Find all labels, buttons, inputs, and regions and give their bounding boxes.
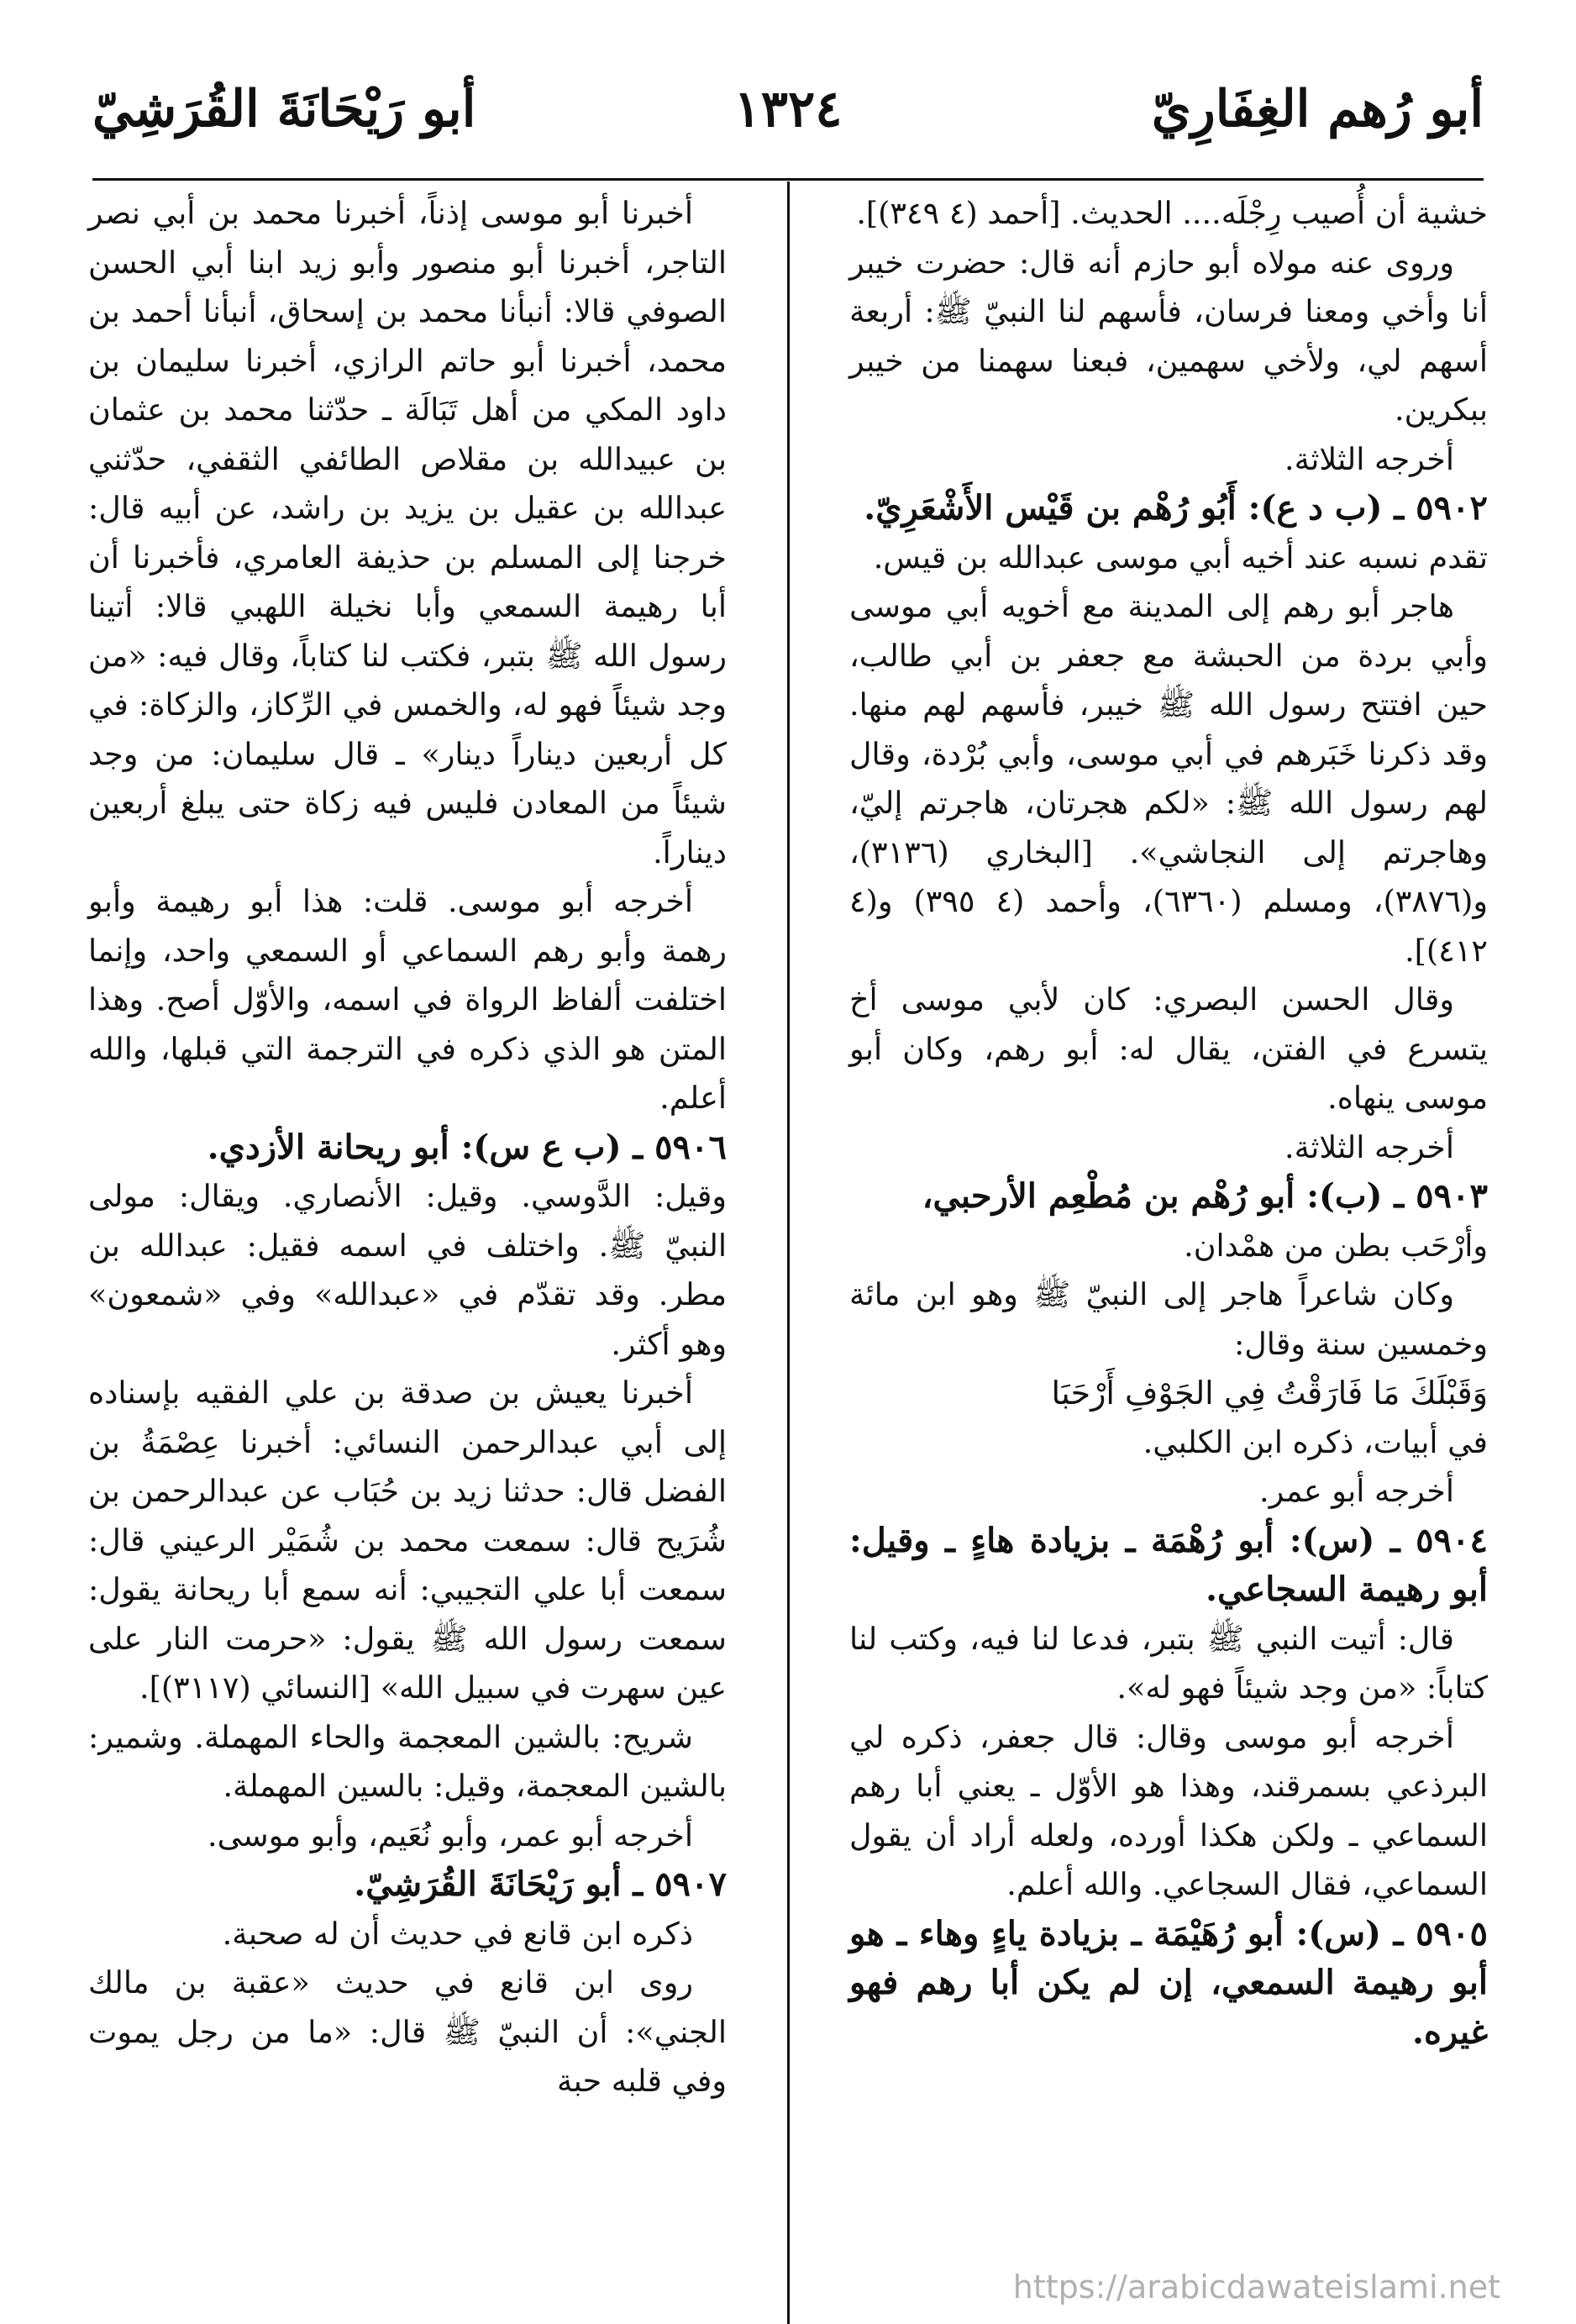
paragraph: أخرجه أبو عمر.	[1259, 1473, 1454, 1509]
paragraph: تقدم نسبه عند أخيه أبي موسى عبدالله بن قيس.	[873, 539, 1488, 576]
header-left-title: أبو رَيْحَانَةَ القُرَشِيّ	[92, 80, 476, 139]
paragraph: وقال الحسن البصري: كان لأبي موسى أخ يتسرع في الفتن، يقال له: أبو رهم، وكان أبو موسى ينهاه.	[849, 981, 1488, 1116]
paragraph: ذكره ابن قانع في حديث أن له صحبة.	[222, 1915, 693, 1952]
paragraph: وروى عنه مولاه أبو حازم أنه قال: حضرت خيبر أنا وأخي ومعنا فرسان، فأسهم لنا النبيّ ﷺ: أربعة أسهم لي، ولأخي سهمين، فبعنا سهمنا من خيبر ببكرين.	[849, 244, 1488, 428]
page-number: ١٣٢٤	[733, 80, 843, 139]
entry-heading: ٥٩٠٢ ـ (ب د ع): أَبُو رُهْم بن قَيْس الأَشْعَرِيّ.	[864, 488, 1488, 528]
paragraph: قال: أتيت النبي ﷺ بتبر، فدعا لنا فيه، وكتب لنا كتاباً: «من وجد شيئاً فهو له».	[849, 1620, 1488, 1706]
paragraph: أخرجه الثلاثة.	[1284, 440, 1454, 477]
paragraph: وأرْحَب بطن من همْدان.	[1184, 1227, 1488, 1264]
paragraph: خشية أن أُصيب رِجْلَه.... الحديث. [أحمد (٤ ٣٤٩)].	[856, 195, 1488, 231]
paragraph: أخبرنا يعيش بن صدقة بن علي الفقيه بإسناده إلى أبي عبدالرحمن النسائي: أخبرنا عِصْمَةُ بن الفضل قال: حدثنا زيد بن حُبَاب عن عبدالرحمن بن شُرَيح قال: سمعت محمد بن شُمَيْر الرعيني قال: سمعت أبا علي التجيبي: أنه سمع أبا ريحانة يقول: سمعت رسول الله ﷺ يقول: «حرمت النار على عين سهرت في سبيل الله» [النسائي (٣١١٧)].	[88, 1375, 727, 1706]
paragraph: هاجر أبو رهم إلى المدينة مع أخويه أبي موسى وأبي بردة من الحبشة مع جعفر بن أبي طالب، حين افتتح رسول الله ﷺ خيبر، فأسهم لهم منها. وقد ذكرنا خَبَرهم في أبي موسى، وأبي بُرْدة، وقال لهم رسول الله ﷺ: «لكم هجرتان، هاجرتم إليّ، وهاجرتم إلى النجاشي». [البخاري (٣١٣٦)، و(٣٨٧٦)، ومسلم (٦٣٦٠)، وأحمد (٤ ٣٩٥) و(٤ ٤١٢)].	[849, 588, 1488, 969]
paragraph: أخرجه أبو موسى. قلت: هذا أبو رهيمة وأبو رهمة وأبو رهم السماعي أو السمعي واحد، وإنما اختلفت ألفاظ الرواة في اسمه، والأوّل أصح. وهذا المتن هو الذي ذكره في الترجمة التي قبلها، والله أعلم.	[88, 883, 727, 1116]
entry-heading: ٥٩٠٧ ـ أبو رَيْحَانَةَ القُرَشِيّ.	[354, 1864, 727, 1904]
paragraph: شريح: بالشين المعجمة والحاء المهملة. وشمير: بالشين المعجمة، وقيل: بالسين المهملة.	[88, 1718, 727, 1804]
paragraph: أخرجه أبو عمر، وأبو نُعَيم، وأبو موسى.	[208, 1817, 693, 1853]
entry-heading: ٥٩٠٣ ـ (ب): أبو رُهْم بن مُطْعِم الأرحبي،	[922, 1176, 1488, 1216]
paragraph: أخرجه أبو موسى وقال: قال جعفر، ذكره لي البرذعي بسمرقند، وهذا هو الأوّل ـ يعني أبا رهم السماعي ـ ولكن هكذا أورده، ولعله أراد أن يقول السماعي، فقال السجاعي. والله أعلم.	[849, 1718, 1488, 1902]
left-column	[88, 189, 727, 2106]
paragraph: وكان شاعراً هاجر إلى النبيّ ﷺ وهو ابن مائة وخمسين سنة وقال:	[849, 1276, 1488, 1362]
header-rule	[92, 178, 1484, 181]
page-header	[92, 80, 1484, 172]
entry-heading: ٥٩٠٦ ـ (ب ع س): أبو ريحانة الأزدي.	[207, 1127, 727, 1167]
paragraph: روى ابن قانع في حديث «عقبة بن مالك الجني»: أن النبيّ ﷺ قال: «ما من رجل يموت وفي قلبه حبة	[88, 1964, 727, 2099]
paragraph: وقيل: الدَّوسي. وقيل: الأنصاري. ويقال: مولى النبيّ ﷺ. واختلف في اسمه فقيل: عبدالله بن مطر. وقد تقدّم في «عبدالله» وفي «شمعون» وهو أكثر.	[88, 1178, 727, 1362]
paragraph: في أبيات، ذكره ابن الكلبي.	[1143, 1423, 1488, 1460]
poem-verse: وَقَبْلَكَ مَا فَارَقْتُ فِي الجَوْفِ أَرْحَبَا	[1051, 1375, 1488, 1412]
header-right-title: أبو رُهم الغِفَارِيّ	[1151, 80, 1484, 139]
watermark-url: https://arabicdawateislami.net	[1012, 2269, 1500, 2306]
entry-heading: ٥٩٠٤ ـ (س): أبو رُهْمَة ـ بزيادة هاءٍ ـ وقيل: أبو رهيمة السجاعي.	[849, 1520, 1488, 1609]
column-divider	[787, 181, 790, 2324]
entry-heading: ٥٩٠٥ ـ (س): أبو رُهَيْمَة ـ بزيادة ياءٍ وهاء ـ هو أبو رهيمة السمعي، إن لم يكن أبا رهم فهو غيره.	[849, 1913, 1488, 2052]
paragraph: أخبرنا أبو موسى إذناً، أخبرنا محمد بن أبي نصر التاجر، أخبرنا أبو منصور وأبو زيد ابنا أبي الحسن الصوفي قالا: أنبأنا محمد بن إسحاق، أنبأنا أحمد بن محمد، أخبرنا أبو حاتم الرازي، أخبرنا سليمان بن داود المكي من أهل تَبَالَة ـ حدّثنا محمد بن عثمان بن عبيدالله بن مقلاص الطائفي الثقفي، حدّثني عبدالله بن عقيل بن يزيد بن راشد، عن أبيه قال: خرجنا إلى المسلم بن حذيفة العامري، فأخبرنا أن أبا رهيمة السمعي وأبا نخيلة اللهبي قالا: أتينا رسول الله ﷺ بتبر، فكتب لنا كتاباً، وقال فيه: «من وجد شيئاً فهو له، والخمس في الرِّكاز، والزكاة: في كل أربعين ديناراً دينار» ـ قال سليمان: من وجد شيئاً من المعادن فليس فيه زكاة حتى يبلغ أربعين ديناراً.	[88, 195, 727, 870]
paragraph: أخرجه الثلاثة.	[1284, 1128, 1454, 1165]
right-column	[849, 189, 1488, 2057]
